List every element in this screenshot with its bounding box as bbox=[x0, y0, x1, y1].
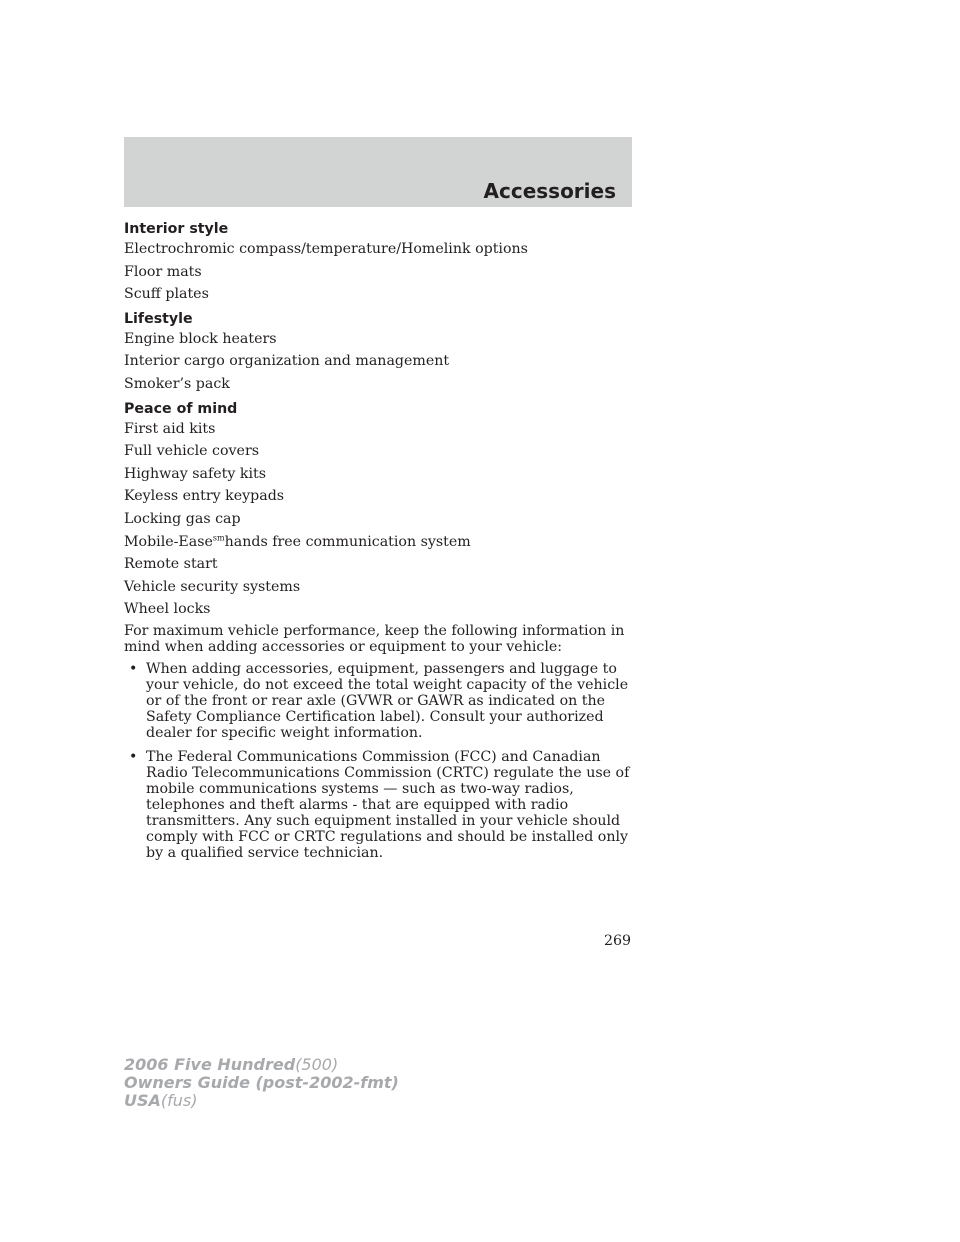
section-interior-style bbox=[124, 220, 634, 306]
footer-line bbox=[124, 1056, 399, 1074]
list-item: Engine block heaters bbox=[124, 330, 277, 347]
list-item: Interior cargo organization and management bbox=[124, 353, 450, 370]
service-mark: sm bbox=[212, 532, 225, 542]
guideline-item bbox=[124, 749, 634, 861]
list-item: Keyless entry keypads bbox=[124, 488, 285, 505]
list-item: Smoker’s pack bbox=[124, 375, 230, 392]
page-content bbox=[124, 220, 634, 869]
footer-model-code: (500) bbox=[295, 1055, 339, 1074]
list-item-mobile-ease bbox=[124, 531, 634, 554]
footer-market-code: (fus) bbox=[160, 1091, 198, 1110]
bullet-icon: • bbox=[129, 660, 138, 677]
guideline-text: The Federal Communications Commission (FCC) and Canadian Radio Telecommunications Commission (CRTC) regulate the use of mobile communications systems — such as two-way radios, telephones and theft alarms - that are equipped with radio transmitters. Any such equipment installed in your vehicle should comply with FCC or CRTC regulations and should be installed only by a qualified service technician. bbox=[146, 748, 630, 861]
section-heading: Interior style bbox=[124, 221, 229, 237]
list-item: Remote start bbox=[124, 556, 218, 573]
footer-line bbox=[124, 1074, 399, 1092]
product-description: hands free communication system bbox=[224, 533, 471, 550]
section-peace-of-mind bbox=[124, 400, 634, 621]
product-name: Mobile-Ease bbox=[124, 533, 213, 550]
guideline-item bbox=[124, 661, 634, 741]
list-item: Wheel locks bbox=[124, 601, 211, 618]
footer-market: USA bbox=[124, 1091, 161, 1110]
section-lifestyle bbox=[124, 310, 634, 396]
footer-model: 2006 Five Hundred bbox=[124, 1055, 296, 1074]
section-title: Accessories bbox=[483, 179, 616, 203]
bullet-icon: • bbox=[129, 748, 138, 765]
list-item: Floor mats bbox=[124, 263, 202, 280]
list-item: First aid kits bbox=[124, 420, 216, 437]
section-heading: Peace of mind bbox=[124, 400, 238, 417]
section-header-bar bbox=[124, 137, 632, 207]
section-heading: Lifestyle bbox=[124, 310, 193, 327]
document-footer bbox=[124, 1056, 399, 1110]
list-item: Electrochromic compass/temperature/Homelink options bbox=[124, 241, 528, 257]
list-item: Scuff plates bbox=[124, 286, 209, 303]
list-item: Locking gas cap bbox=[124, 510, 241, 527]
guideline-list bbox=[124, 661, 634, 861]
footer-line bbox=[124, 1092, 399, 1110]
intro-paragraph: For maximum vehicle performance, keep the following information in mind when adding accessories or equipment to your vehicle: bbox=[124, 622, 625, 655]
list-item: Vehicle security systems bbox=[124, 578, 301, 595]
list-item: Full vehicle covers bbox=[124, 443, 260, 460]
page-number: 269 bbox=[604, 933, 632, 949]
guideline-text: When adding accessories, equipment, passengers and luggage to your vehicle, do not exceed the total weight capacity of the vehicle or of the front or rear axle (GVWR or GAWR as indicated on the Safety Compliance Certification label). Consult your authorized dealer for specific weight information. bbox=[146, 660, 629, 741]
footer-guide: Owners Guide (post-2002-fmt) bbox=[124, 1073, 399, 1092]
list-item: Highway safety kits bbox=[124, 465, 266, 482]
